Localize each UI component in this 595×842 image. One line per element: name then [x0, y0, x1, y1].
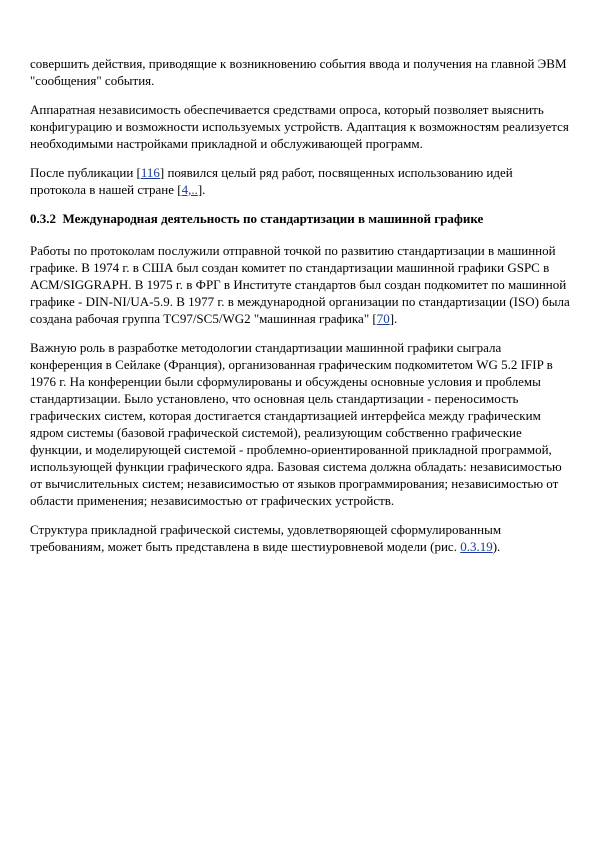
paragraph-model-structure	[30, 521, 570, 555]
paragraph-publication	[30, 164, 570, 198]
paragraph-text: ).	[492, 539, 501, 554]
paragraph-hardware-independence: Аппаратная независимость обеспечивается средствами опроса, который позволяет выяснить конфигурацию и возможности используемых устройств. Адаптация к возможностям реализуется необходимыми настройками прикладной и обслуживающей программ.	[30, 102, 569, 151]
paragraph-text: ].	[389, 311, 398, 326]
paragraph-text: ] появился целый ряд работ, посвященных использованию идей протокола в нашей стране [	[30, 165, 513, 197]
reference-link-4[interactable]: 4,..	[181, 182, 198, 197]
reference-link-70[interactable]: 70	[376, 311, 390, 326]
paragraph-conference: Важную роль в разработке методологии стандартизации машинной графики сыграла конференция в Сейлаке (Франция), организованная графическим подкомитетом WG 5.2 IFIP в 1976 г. На конференции были сформулированы и обсуждены основные условия и проблемы стандартизации. Было установлено, что основная цель стандартизации - переносимость графических систем, которая достигается стандартизацией интерфейса между графическим ядром системы (базовой графической системой), реализующим собственно графические функции, и моделирующей системой - проблемно-ориентированной прикладной программой, использующей функции графического ядра. Базовая система должна обладать: независимостью от вычислительных систем; независимостью от языков программирования; независимостью от области применения; независимостью от графических устройств.	[30, 340, 562, 508]
figure-link-0-3-19[interactable]: 0.3.19	[460, 539, 493, 554]
section-title: Международная деятельность по стандартизации в машинной графике	[62, 211, 484, 226]
section-number: 0.3.2	[30, 211, 56, 226]
section-heading	[30, 210, 570, 227]
paragraph-text: После публикации [	[30, 165, 141, 180]
paragraph-text: ].	[197, 182, 206, 197]
paragraph-text: Структура прикладной графической системы, удовлетворяющей сформулированным требованиям, может быть представлена в виде шестиуровневой модели (рис.	[30, 522, 502, 554]
paragraph-text: Работы по протоколам послужили отправной точкой по развитию стандартизации в машинной графике. В 1974 г. в США был создан комитет по стандартизации машинной графики GSPC в ACM/SIGGRAPH. В 1975 г. в ФРГ в Институте стандартов был создан подкомитет по машинной графике - DIN-NI/UA-5.9. В 1977 г. в международной организации по стандартизации (ISO) была создана рабочая группа TC97/SC5/WG2 "машинная графика" [	[30, 243, 570, 326]
document-page	[30, 55, 570, 567]
paragraph-event-input: совершить действия, приводящие к возникновению события ввода и получения на главной ЭВМ "сообщения" события.	[30, 56, 567, 88]
reference-link-116[interactable]: 116	[140, 165, 160, 180]
paragraph-standardization-history	[30, 242, 570, 327]
